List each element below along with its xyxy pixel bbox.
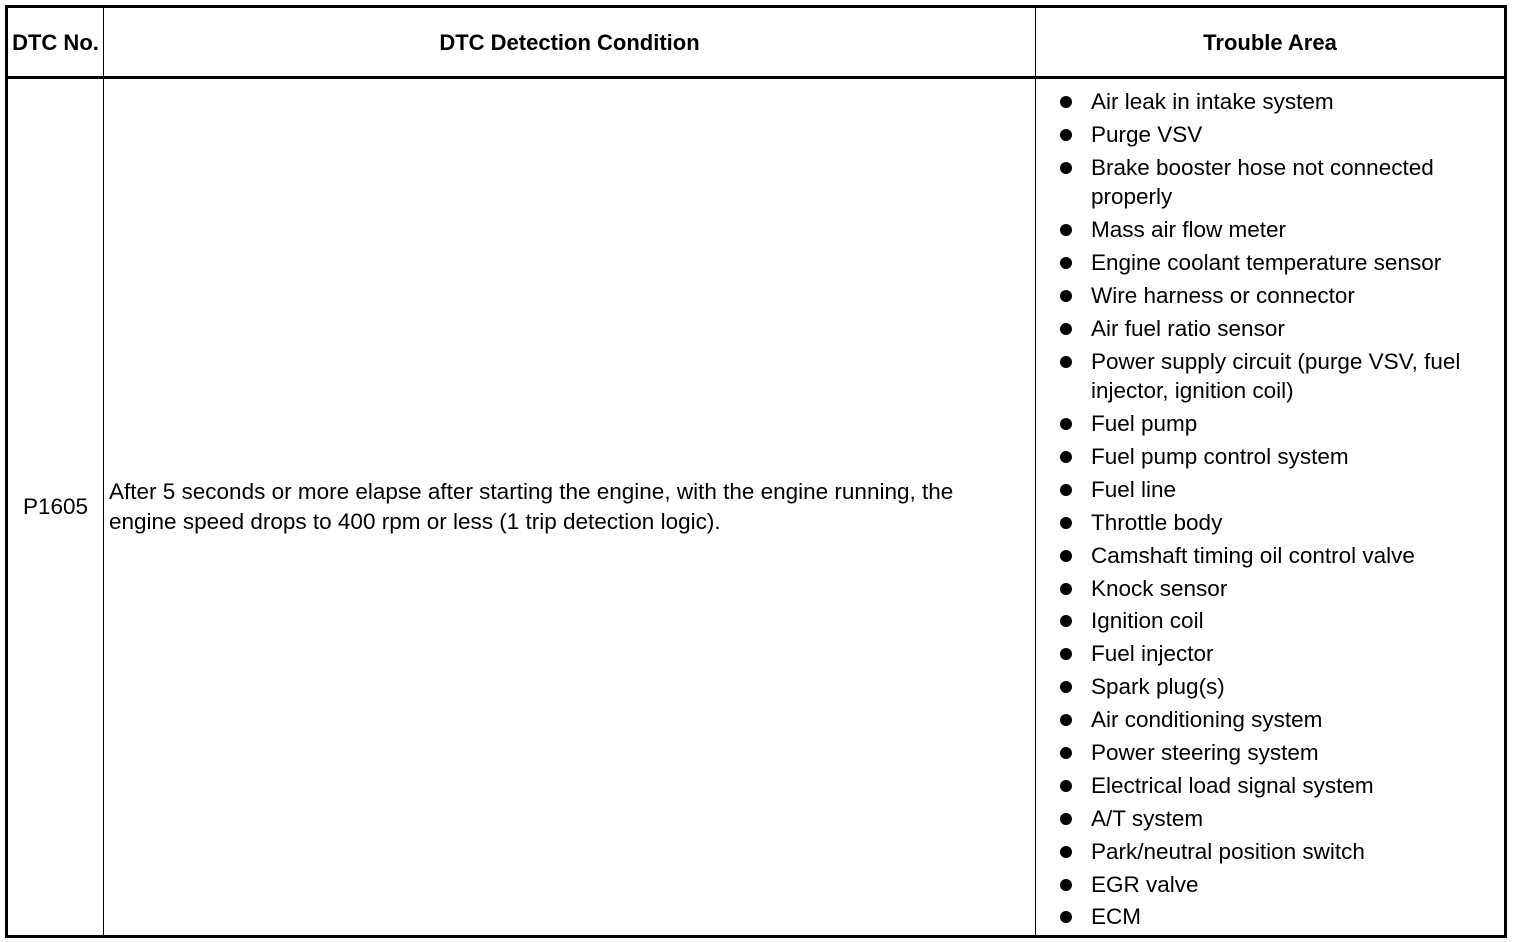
list-item bbox=[1091, 870, 1504, 900]
bullet-icon bbox=[1060, 356, 1072, 368]
list-item bbox=[1091, 508, 1504, 538]
list-item bbox=[1091, 738, 1504, 768]
bullet-icon bbox=[1060, 290, 1072, 302]
bullet-icon bbox=[1060, 846, 1072, 858]
bullet-icon bbox=[1060, 517, 1072, 529]
trouble-area-label: Air leak in intake system bbox=[1091, 89, 1334, 114]
trouble-area-label: A/T system bbox=[1091, 805, 1204, 831]
list-item bbox=[1091, 120, 1504, 150]
trouble-area-label: Wire harness or connector bbox=[1091, 282, 1355, 308]
list-item bbox=[1091, 281, 1504, 311]
trouble-area-label: Spark plug(s) bbox=[1091, 674, 1225, 700]
bullet-icon bbox=[1060, 747, 1072, 759]
bullet-icon bbox=[1060, 224, 1072, 236]
list-item bbox=[1091, 442, 1504, 472]
bullet-icon bbox=[1060, 129, 1072, 141]
list-item bbox=[1091, 314, 1504, 344]
trouble-area-label: Fuel pump bbox=[1091, 411, 1198, 437]
trouble-area-label: Ignition coil bbox=[1091, 608, 1204, 634]
list-item bbox=[1091, 248, 1504, 278]
list-item bbox=[1091, 215, 1504, 245]
bullet-icon bbox=[1060, 451, 1072, 463]
bullet-icon bbox=[1060, 911, 1072, 923]
list-item bbox=[1091, 409, 1504, 439]
header-trouble-area: Trouble Area bbox=[1036, 7, 1506, 78]
bullet-icon bbox=[1060, 96, 1072, 108]
trouble-area-label: Fuel pump control system bbox=[1091, 444, 1349, 470]
header-dtc-no: DTC No. bbox=[7, 7, 104, 78]
bullet-icon bbox=[1060, 484, 1072, 496]
bullet-icon bbox=[1060, 418, 1072, 430]
bullet-icon bbox=[1060, 714, 1072, 726]
detection-condition: After 5 seconds or more elapse after starting the engine, with the engine running, the engine speed drops to 400 rpm or less (1 trip detection logic). bbox=[104, 78, 1036, 937]
trouble-area-label: Mass air flow meter bbox=[1091, 217, 1287, 243]
trouble-area-label: Engine coolant temperature sensor bbox=[1091, 250, 1442, 276]
bullet-icon bbox=[1060, 162, 1072, 174]
bullet-icon bbox=[1060, 550, 1072, 562]
trouble-area-label: Knock sensor bbox=[1091, 575, 1228, 601]
trouble-area-label: Power steering system bbox=[1091, 740, 1319, 766]
trouble-area-cell bbox=[1036, 78, 1506, 937]
list-item bbox=[1091, 837, 1504, 867]
trouble-area-list bbox=[1036, 87, 1504, 932]
list-item bbox=[1091, 606, 1504, 636]
list-item bbox=[1091, 87, 1504, 117]
trouble-area-label: Fuel injector bbox=[1091, 641, 1214, 667]
list-item bbox=[1091, 771, 1504, 801]
trouble-area-label: ECM bbox=[1091, 904, 1141, 930]
trouble-area-label: Brake booster hose not connected properly bbox=[1091, 154, 1434, 210]
trouble-area-label: Throttle body bbox=[1091, 509, 1223, 535]
list-item bbox=[1091, 639, 1504, 669]
header-detection-condition: DTC Detection Condition bbox=[104, 7, 1036, 78]
bullet-icon bbox=[1060, 615, 1072, 627]
list-item bbox=[1091, 705, 1504, 735]
bullet-icon bbox=[1060, 257, 1072, 269]
bullet-icon bbox=[1060, 648, 1072, 660]
trouble-area-label: Fuel line bbox=[1091, 476, 1177, 502]
bullet-icon bbox=[1060, 323, 1072, 335]
bullet-icon bbox=[1060, 780, 1072, 792]
table-header-row bbox=[7, 7, 1506, 78]
bullet-icon bbox=[1060, 813, 1072, 825]
trouble-area-label: Electrical load signal system bbox=[1091, 772, 1374, 798]
list-item bbox=[1091, 153, 1504, 212]
trouble-area-label: Purge VSV bbox=[1091, 121, 1203, 147]
dtc-table bbox=[5, 5, 1507, 938]
trouble-area-label: EGR valve bbox=[1091, 871, 1199, 897]
bullet-icon bbox=[1060, 681, 1072, 693]
dtc-code: P1605 bbox=[7, 78, 104, 937]
list-item bbox=[1091, 804, 1504, 834]
bullet-icon bbox=[1060, 583, 1072, 595]
list-item bbox=[1091, 574, 1504, 604]
bullet-icon bbox=[1060, 879, 1072, 891]
trouble-area-label: Power supply circuit (purge VSV, fuel injector, ignition coil) bbox=[1091, 348, 1461, 404]
list-item bbox=[1091, 347, 1504, 406]
trouble-area-label: Camshaft timing oil control valve bbox=[1091, 542, 1415, 568]
list-item bbox=[1091, 672, 1504, 702]
trouble-area-label: Park/neutral position switch bbox=[1091, 838, 1365, 864]
trouble-area-label: Air conditioning system bbox=[1091, 707, 1323, 733]
list-item bbox=[1091, 475, 1504, 505]
list-item bbox=[1091, 541, 1504, 571]
table-row bbox=[7, 78, 1506, 937]
list-item bbox=[1091, 902, 1504, 932]
trouble-area-label: Air fuel ratio sensor bbox=[1091, 315, 1285, 341]
